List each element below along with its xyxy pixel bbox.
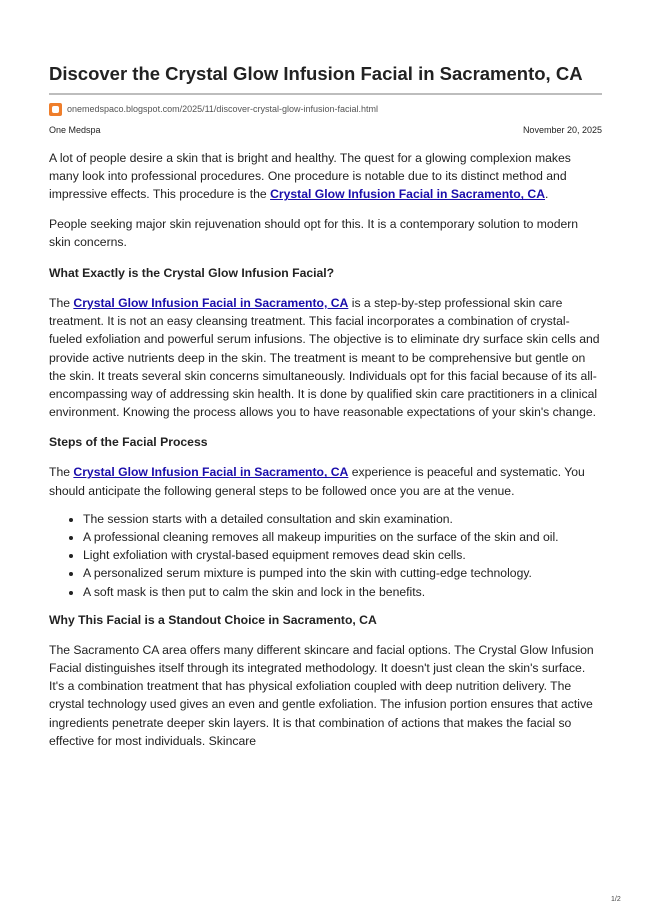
facial-link[interactable]: Crystal Glow Infusion Facial in Sacramento, CA	[73, 465, 349, 480]
page-title: Discover the Crystal Glow Infusion Facial in Sacramento, CA	[49, 63, 583, 84]
heading-what-is: What Exactly is the Crystal Glow Infusion Facial?	[49, 266, 335, 281]
paragraph-what-is: The Crystal Glow Infusion Facial in Sacramento, CA is a step-by-step professional skin care treatment. It is not an easy cleansing treatment. This facial incorporates a combination of crystal-fueled exfoliation and powerful serum infusions. The objective is to eliminate dry surface skin cells and provide active nutrients deep in the skin. The treatment is meant to be comprehensive but gentle on the skin. It treats several skin concerns simultaneously. Individuals opt for this facial because of its all-encompassing way of addressing skin health. It is done by qualified skin care practitioners in a clinical environment. Knowing the process allows you to have reasonable expectations of your skin's change.	[49, 296, 600, 420]
steps-list	[49, 510, 602, 601]
heading-why: Why This Facial is a Standout Choice in Sacramento, CA	[49, 612, 377, 627]
facial-link[interactable]: Crystal Glow Infusion Facial in Sacramento, CA	[73, 296, 349, 311]
list-item: • Light exfoliation with crystal-based equipment removes dead skin cells.	[83, 546, 602, 564]
paragraph-rejuvenation: People seeking major skin rejuvenation should opt for this. It is a contemporary solution to modern skin concerns.	[49, 216, 579, 249]
article	[49, 62, 602, 750]
facial-link[interactable]: Crystal Glow Infusion Facial in Sacramento, CA	[270, 187, 546, 202]
list-item: • A personalized serum mixture is pumped into the skin with cutting-edge technology.	[83, 564, 602, 582]
publish-date: November 20, 2025	[522, 125, 602, 135]
list-item: • A professional cleaning removes all makeup impurities on the surface of the skin and oil.	[83, 528, 602, 546]
title-divider	[49, 93, 602, 95]
page-number: 1/2	[611, 896, 621, 903]
list-item: • The session starts with a detailed consultation and skin examination.	[83, 510, 602, 528]
paragraph-intro: A lot of people desire a skin that is bright and healthy. The quest for a glowing complexion makes many look into professional procedures. One procedure is notable due to its distinct method and impressive effects. This procedure is the Crystal Glow Infusion Facial in Sacramento, CA.	[49, 151, 571, 202]
source-line	[49, 101, 602, 117]
paragraph-why: The Sacramento CA area offers many different skincare and facial options. The Crystal Glow Infusion Facial distinguishes itself through its integrated methodology. It doesn't just clean the skin's surface. It's a combination treatment that has physical exfoliation coupled with deep nutrition delivery. The crystal technology used gives an even and gentle exfoliation. The infusion portion ensures that active ingredients penetrate deeper skin layers. It is that combination of actions that makes the facial so effective for most individuals. Skincare	[49, 642, 594, 748]
meta-row	[49, 125, 602, 135]
heading-steps: Steps of the Facial Process	[49, 435, 208, 450]
source-url[interactable]: onemedspaco.blogspot.com/2025/11/discover-crystal-glow-infusion-facial.html	[67, 104, 378, 114]
paragraph-steps-intro: The Crystal Glow Infusion Facial in Sacramento, CA experience is peaceful and systematic. You should anticipate the following general steps to be followed once you are at the venue.	[49, 465, 585, 498]
article-body	[49, 149, 602, 750]
list-item: • A soft mask is then put to calm the skin and lock in the benefits.	[83, 583, 602, 601]
blogger-icon	[49, 103, 62, 116]
author: One Medspa	[49, 125, 101, 135]
